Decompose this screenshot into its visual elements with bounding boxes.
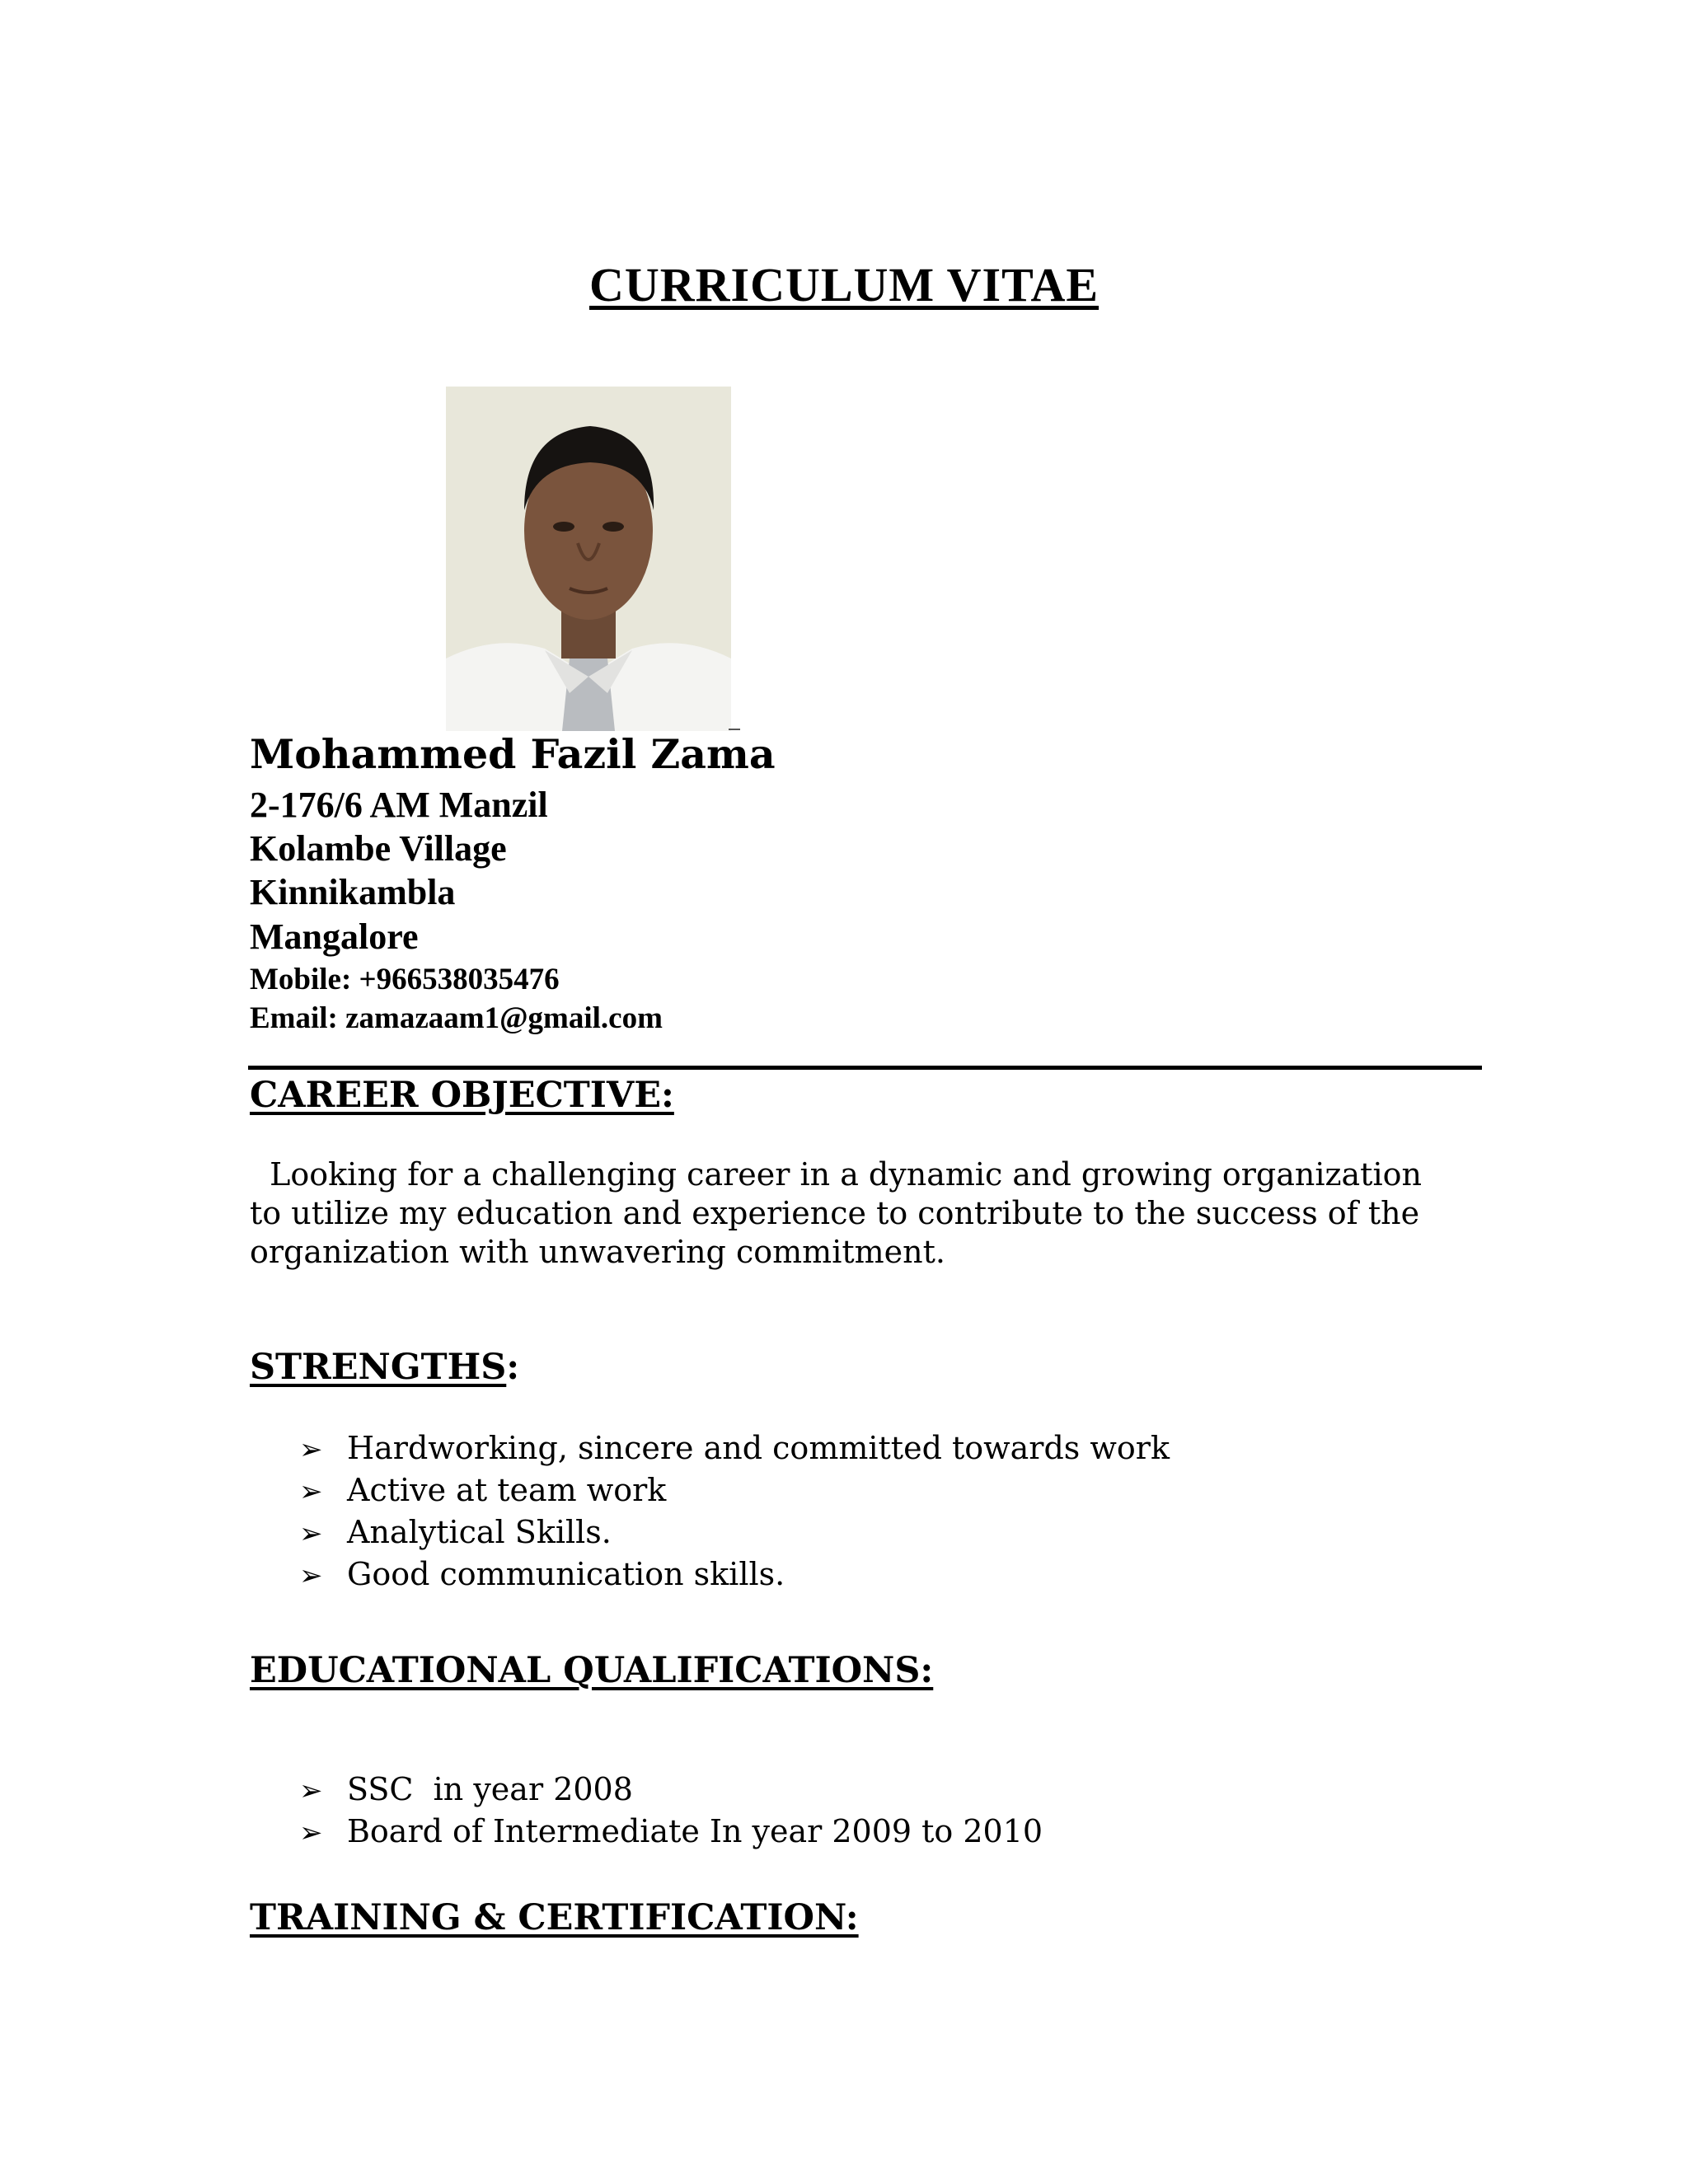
arrowhead-bullet-icon: ➢ [299,1433,323,1466]
strengths-heading [250,1347,520,1388]
address-line: Mangalore [250,916,419,957]
education-heading: EDUCATIONAL QUALIFICATIONS: [250,1650,934,1691]
objective-line: to utilize my education and experience to contribute to the success of the [250,1195,1420,1231]
list-item: ➢ Analytical Skills. [299,1511,1170,1554]
training-heading: TRAINING & CERTIFICATION: [250,1897,859,1938]
arrowhead-bullet-icon: ➢ [299,1517,323,1550]
mobile-number: Mobile: +966538035476 [250,963,560,996]
page-title: CURRICULUM VITAE [588,258,1100,312]
objective-line: organization with unwavering commitment. [250,1234,945,1270]
list-item: ➢ Active at team work [299,1469,1170,1511]
strengths-heading-text: STRENGTHS [250,1347,507,1388]
career-objective-heading: CAREER OBJECTIVE: [250,1075,674,1116]
education-list [299,1769,1043,1853]
list-item: ➢ SSC in year 2008 [299,1769,1043,1811]
strengths-heading-colon: : [506,1347,520,1388]
objective-line: Looking for a challenging career in a dynamic and growing organization [250,1156,1422,1193]
candidate-name: Mohammed Fazil Zama [250,730,776,778]
profile-photo [446,387,731,731]
arrowhead-bullet-icon: ➢ [299,1559,323,1592]
address-line: 2-176/6 AM Manzil [250,785,548,825]
career-objective-text [250,1155,1486,1272]
arrowhead-bullet-icon: ➢ [299,1774,323,1807]
arrowhead-bullet-icon: ➢ [299,1475,323,1508]
email-address: Email: zamazaam1@gmail.com [250,1001,663,1035]
strengths-list [299,1427,1170,1596]
horizontal-rule [248,1066,1482,1070]
list-item: ➢ Hardworking, sincere and committed towards work [299,1427,1170,1469]
arrowhead-bullet-icon: ➢ [299,1816,323,1849]
address-line: Kolambe Village [250,828,507,869]
list-item: ➢ Good communication skills. [299,1554,1170,1596]
list-item: ➢ Board of Intermediate In year 2009 to 2010 [299,1811,1043,1853]
address-line: Kinnikambla [250,872,456,912]
